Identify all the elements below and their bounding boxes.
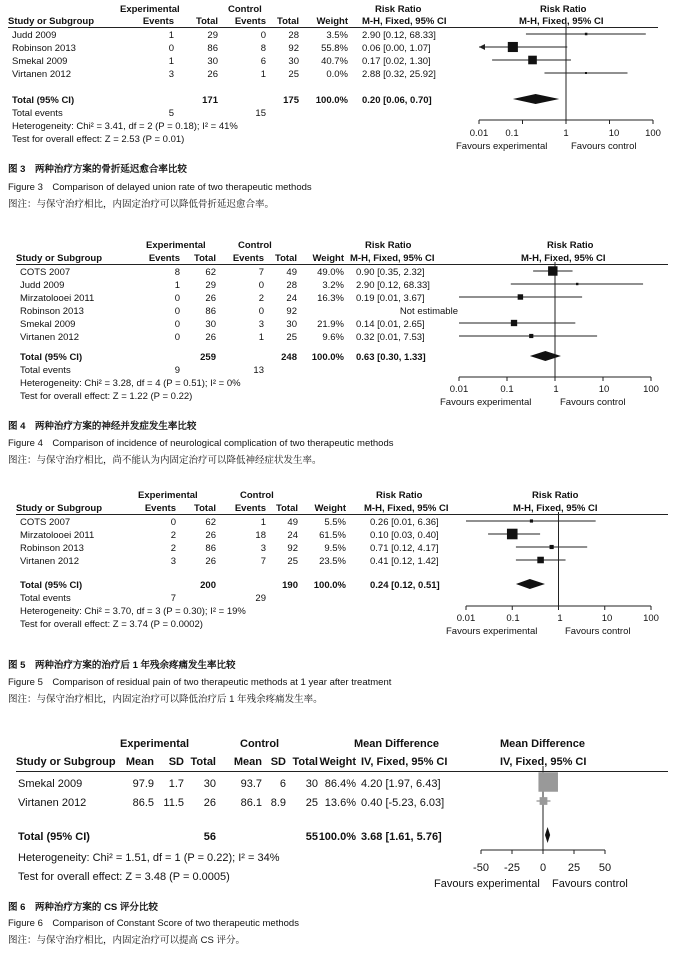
column-header-events-exp: Events [144,503,176,514]
heterogeneity-text: Heterogeneity: Chi² = 3.41, df = 2 (P = 0.18); I² = 41% [12,121,238,132]
plot-header-risk-ratio: Risk Ratio [532,490,579,501]
study-estimate-marker [538,772,558,792]
favours-control-label: Favours control [552,878,628,890]
study-estimate-marker [548,266,557,275]
events-exp: 0 [174,306,180,317]
caption-note: 图注：与保守治疗相比，内固定治疗可以降低骨折延迟愈合率。 [8,199,275,210]
total-ctl: 28 [286,280,297,291]
total-exp: 26 [205,556,216,567]
total-exp: 86 [205,543,216,554]
total-ctl: 49 [287,517,298,528]
caption-note: 图注：与保守治疗相比，内固定治疗可以提高 CS 评分。 [8,935,245,946]
total-ctl-sum: 175 [283,95,299,106]
column-header-events-ctl: Events [232,253,264,264]
favours-experimental-label: Favours experimental [456,141,548,152]
study-estimate-marker [511,320,517,326]
overall-effect-text: Test for overall effect: Z = 1.22 (P = 0.22) [20,391,193,402]
total-exp: 26 [207,69,218,80]
total-events-label: Total events [12,108,63,119]
study-label: Virtanen 2012 [20,556,79,567]
total-ctl: 92 [286,306,297,317]
favours-experimental-label: Favours experimental [434,878,540,890]
total-exp: 86 [205,306,216,317]
events-ctl: 0 [260,30,266,41]
column-header-total-ctl: Total [277,16,299,27]
plot-header-risk-ratio: Risk Ratio [540,4,587,15]
events-exp: 3 [170,556,176,567]
column-header-study: Study or Subgroup [16,503,103,514]
total-exp: 29 [207,30,218,41]
weight-value: 61.5% [319,530,346,541]
group-header-control: Control [240,738,280,750]
events-exp: 8 [174,267,180,278]
axis-tick-label: 10 [608,128,620,139]
axis-tick-label: 0.1 [506,613,520,624]
heterogeneity-text: Heterogeneity: Chi² = 3.28, df = 4 (P = 0.51); I² = 0% [20,378,241,389]
total-ctl: 92 [287,543,298,554]
axis-tick-label: 0 [539,862,547,874]
caption-cn: 图 3 两种治疗方案的骨折延迟愈合率比较 [8,164,187,175]
study-estimate-marker [529,334,533,338]
estimate-ci: 0.90 [0.35, 2.32] [356,267,425,278]
weight-value: 16.3% [317,293,344,304]
events-exp: 3 [168,69,174,80]
study-estimate-marker [540,797,548,805]
study-label: Judd 2009 [20,280,65,291]
total-ctl-sum: 190 [282,580,298,591]
events-exp: 1 [168,30,174,41]
column-header-total-ctl: Total [292,756,318,768]
events-exp: 0 [168,43,174,54]
column-header-risk-ratio: Risk Ratio [365,240,412,251]
favours-control-label: Favours control [565,626,631,637]
pooled-diamond [530,351,561,361]
estimate-ci: 2.90 [0.12, 68.33] [356,280,430,291]
column-header-study: Study or Subgroup [8,16,95,27]
study-estimate-marker [585,33,588,36]
events-exp: 0 [170,517,176,528]
column-header-weight: Weight [314,503,346,514]
estimate-ci: 0.19 [0.01, 3.67] [356,293,425,304]
estimate-ci: 2.90 [0.12, 68.33] [362,30,436,41]
total-ctl: 25 [287,556,298,567]
weight-value: 9.6% [322,332,344,343]
axis-tick-label: -50 [473,862,489,874]
overall-effect-text: Test for overall effect: Z = 3.48 (P = 0.0005) [18,871,230,883]
total-ctl: 92 [288,43,299,54]
study-estimate-marker [585,72,587,74]
weight-value: 40.7% [321,56,348,67]
study-label: COTS 2007 [20,267,71,278]
total-ctl: 25 [286,332,297,343]
column-header-events-exp: Events [148,253,180,264]
caption-cn: 图 5 两种治疗方案的治疗后 1 年残余疼痛发生率比较 [8,660,236,671]
axis-tick-label: 0.01 [449,384,469,395]
column-header-mean-difference: Mean Difference [354,738,439,750]
estimate-ci: 0.06 [0.00, 1.07] [362,43,431,54]
study-label: Virtanen 2012 [20,332,79,343]
events-ctl: 1 [258,332,264,343]
weight-value: 3.2% [322,280,344,291]
column-header-weight: Weight [316,16,348,27]
axis-tick-label: 100 [643,384,659,395]
events-ctl: 3 [260,543,266,554]
estimate-ci: 0.10 [0.03, 0.40] [370,530,439,541]
column-header-total-exp: Total [190,756,216,768]
study-label: Smekal 2009 [12,56,68,67]
study-label: Robinson 2013 [20,306,84,317]
total-ctl: 30 [288,56,299,67]
total-exp: 26 [205,530,216,541]
sd-ctl: 6 [279,778,286,790]
column-header-total-ctl: Total [275,253,297,264]
events-ctl: 2 [258,293,264,304]
study-label: Smekal 2009 [20,319,76,330]
group-header-experimental: Experimental [138,490,198,501]
study-label: Mirzatolooei 2011 [20,293,95,304]
total-ctl: 25 [288,69,299,80]
total-ctl: 30 [286,319,297,330]
total-exp: 26 [205,332,216,343]
column-header-method: M-H, Fixed, 95% CI [350,253,435,264]
column-header-total-exp: Total [196,16,218,27]
total-weight: 100.0% [318,831,356,843]
study-estimate-marker [530,519,533,522]
study-label: Virtanen 2012 [12,69,71,80]
total-ctl-sum: 248 [281,352,297,363]
events-ctl: 18 [255,530,266,541]
total-events-exp: 9 [174,365,180,376]
weight-value: 86.4% [324,778,356,790]
total-label: Total (95% CI) [20,580,83,591]
column-header-events-exp: Events [142,16,174,27]
total-ctl: 25 [305,797,318,809]
weight-value: 55.8% [321,43,348,54]
estimate-ci: 0.40 [-5.23, 6.03] [361,797,445,809]
total-label: Total (95% CI) [20,352,83,363]
total-exp-sum: 171 [202,95,218,106]
weight-value: 13.6% [324,797,356,809]
events-exp: 2 [170,530,176,541]
group-header-experimental: Experimental [146,240,206,251]
column-header-total-ctl: Total [276,503,298,514]
column-header-weight: Weight [319,756,356,768]
total-exp: 30 [207,56,218,67]
group-header-control: Control [228,4,262,15]
weight-value: 21.9% [317,319,344,330]
total-weight: 100.0% [311,352,344,363]
estimate-ci: 0.14 [0.01, 2.65] [356,319,425,330]
estimate-ci: 2.88 [0.32, 25.92] [362,69,436,80]
events-exp: 0 [174,319,180,330]
column-header-total-exp: Total [194,503,216,514]
overall-effect-text: Test for overall effect: Z = 2.53 (P = 0.01) [12,134,185,145]
plot-header-risk-ratio: Risk Ratio [547,240,594,251]
total-ctl: 24 [287,530,298,541]
weight-value: 0.0% [326,69,348,80]
pooled-diamond [513,94,559,104]
weight-value: 23.5% [319,556,346,567]
plot-header-method: M-H, Fixed, 95% CI [521,253,606,264]
study-estimate-marker [550,545,554,549]
study-label: COTS 2007 [20,517,71,528]
events-ctl: 6 [260,56,266,67]
caption-cn: 图 4 两种治疗方案的神经并发症发生率比较 [8,421,197,432]
column-header-sd-ctl: SD [270,756,286,768]
events-exp: 0 [174,332,180,343]
column-header-events-ctl: Events [234,16,266,27]
study-label: Robinson 2013 [12,43,76,54]
events-ctl: 0 [258,306,264,317]
total-ctl: 49 [286,267,297,278]
column-header-risk-ratio: Risk Ratio [375,4,422,15]
column-header-mean-ctl: Mean [233,756,262,768]
sd-ctl: 8.9 [270,797,286,809]
total-weight: 100.0% [313,580,346,591]
study-estimate-marker [508,42,518,52]
study-label: Mirzatolooei 2011 [20,530,95,541]
total-exp: 30 [205,319,216,330]
total-exp: 62 [205,517,216,528]
axis-tick-label: 10 [601,613,613,624]
study-estimate-marker [528,56,537,65]
total-estimate: 0.24 [0.12, 0.51] [370,580,440,591]
total-ctl: 24 [286,293,297,304]
axis-tick-label: 0.1 [505,128,519,139]
column-header-total-exp: Total [194,253,216,264]
total-label: Total (95% CI) [12,95,75,106]
total-label: Total (95% CI) [18,831,90,843]
study-label: Smekal 2009 [18,778,83,790]
study-estimate-marker [518,294,523,299]
group-header-experimental: Experimental [120,738,190,750]
total-exp-sum: 259 [200,352,216,363]
estimate-ci: 0.71 [0.12, 4.17] [370,543,439,554]
sd-exp: 11.5 [163,797,184,809]
axis-tick-label: 100 [645,128,661,139]
total-exp: 62 [205,267,216,278]
pooled-diamond [545,827,550,843]
mean-exp: 86.5 [132,797,154,809]
total-ctl: 30 [305,778,318,790]
favours-control-label: Favours control [560,397,626,408]
estimate-ci: 4.20 [1.97, 6.43] [361,778,441,790]
column-header-study: Study or Subgroup [16,756,116,768]
study-estimate-marker [576,283,578,285]
column-header-method: M-H, Fixed, 95% CI [362,16,447,27]
total-exp: 29 [205,280,216,291]
caption-en: Figure 5 Comparison of residual pain of two therapeutic methods at 1 year after treatment [8,677,392,688]
weight-value: 9.5% [324,543,346,554]
column-header-risk-ratio: Risk Ratio [376,490,423,501]
estimate-ci: Not estimable [399,306,458,317]
axis-tick-label: 1 [563,128,569,139]
total-exp-sum: 200 [200,580,216,591]
events-ctl: 0 [258,280,264,291]
favours-control-label: Favours control [571,141,637,152]
total-ctl: 28 [288,30,299,41]
caption-en: Figure 3 Comparison of delayed union rate of two therapeutic methods [8,182,312,193]
plot-header-method: IV, Fixed, 95% CI [500,756,587,768]
total-exp: 26 [203,797,216,809]
weight-value: 3.5% [326,30,348,41]
column-header-method: M-H, Fixed, 95% CI [364,503,449,514]
total-weight: 100.0% [315,95,348,106]
study-label: Judd 2009 [12,30,57,41]
axis-tick-label: 25 [567,862,581,874]
plot-header-method: M-H, Fixed, 95% CI [519,16,604,27]
total-estimate: 0.20 [0.06, 0.70] [362,95,432,106]
study-estimate-marker [537,557,544,564]
group-header-control: Control [240,490,274,501]
axis-tick-label: 0.1 [500,384,514,395]
axis-tick-label: 50 [598,862,612,874]
total-estimate: 0.63 [0.30, 1.33] [356,352,426,363]
plot-header-method: M-H, Fixed, 95% CI [513,503,598,514]
total-exp: 26 [205,293,216,304]
total-ctl-sum: 55 [305,831,318,843]
estimate-ci: 0.26 [0.01, 6.36] [370,517,439,528]
events-ctl: 1 [260,69,266,80]
mean-ctl: 93.7 [240,778,262,790]
estimate-ci: 0.17 [0.02, 1.30] [362,56,431,67]
total-events-exp: 5 [168,108,174,119]
axis-tick-label: 0.01 [469,128,489,139]
column-header-study: Study or Subgroup [16,253,103,264]
group-header-experimental: Experimental [120,4,180,15]
events-ctl: 8 [260,43,266,54]
favours-experimental-label: Favours experimental [440,397,532,408]
study-estimate-marker [507,529,518,540]
axis-tick-label: 1 [557,613,563,624]
caption-en: Figure 4 Comparison of incidence of neurological complication of two therapeutic methods [8,438,394,449]
heterogeneity-text: Heterogeneity: Chi² = 1.51, df = 1 (P = 0.22); I² = 34% [18,852,280,864]
events-ctl: 7 [258,267,264,278]
estimate-ci: 0.41 [0.12, 1.42] [370,556,439,567]
total-events-ctl: 29 [255,593,266,604]
caption-note: 图注：与保守治疗相比，内固定治疗可以降低治疗后 1 年残余疼痛发生率。 [8,694,323,705]
axis-tick-label: 10 [598,384,610,395]
ci-arrow-left [479,44,485,50]
pooled-diamond [516,579,545,589]
events-exp: 1 [168,56,174,67]
events-ctl: 3 [258,319,264,330]
study-label: Virtanen 2012 [18,797,87,809]
axis-tick-label: 0.01 [456,613,476,624]
mean-ctl: 86.1 [240,797,262,809]
total-events-exp: 7 [170,593,176,604]
total-exp: 30 [203,778,216,790]
total-events-label: Total events [20,365,71,376]
group-header-control: Control [238,240,272,251]
events-exp: 1 [174,280,180,291]
events-exp: 2 [170,543,176,554]
caption-cn: 图 6 两种治疗方案的 CS 评分比较 [8,902,158,913]
axis-tick-label: 1 [553,384,559,395]
estimate-ci: 0.32 [0.01, 7.53] [356,332,425,343]
column-header-sd-exp: SD [168,756,184,768]
column-header-mean-exp: Mean [125,756,154,768]
favours-experimental-label: Favours experimental [446,626,538,637]
plot-header-mean-difference: Mean Difference [500,738,585,750]
total-events-ctl: 13 [253,365,264,376]
mean-exp: 97.9 [132,778,154,790]
caption-note: 图注：与保守治疗相比，尚不能认为内固定治疗可以降低神经症状发生率。 [8,455,322,466]
events-ctl: 7 [260,556,266,567]
total-exp-sum: 56 [203,831,216,843]
axis-tick-label: 100 [643,613,659,624]
total-exp: 86 [207,43,218,54]
overall-effect-text: Test for overall effect: Z = 3.74 (P = 0.0002) [20,619,203,630]
sd-exp: 1.7 [168,778,184,790]
total-events-label: Total events [20,593,71,604]
weight-value: 49.0% [317,267,344,278]
total-events-ctl: 15 [255,108,266,119]
heterogeneity-text: Heterogeneity: Chi² = 3.70, df = 3 (P = 0.30); I² = 19% [20,606,246,617]
column-header-method: IV, Fixed, 95% CI [361,756,448,768]
column-header-weight: Weight [312,253,344,264]
weight-value: 5.5% [324,517,346,528]
axis-tick-label: -25 [504,862,520,874]
study-label: Robinson 2013 [20,543,84,554]
caption-en: Figure 6 Comparison of Constant Score of two therapeutic methods [8,918,299,929]
column-header-events-ctl: Events [234,503,266,514]
total-estimate: 3.68 [1.61, 5.76] [361,831,442,843]
events-ctl: 1 [260,517,266,528]
events-exp: 0 [174,293,180,304]
